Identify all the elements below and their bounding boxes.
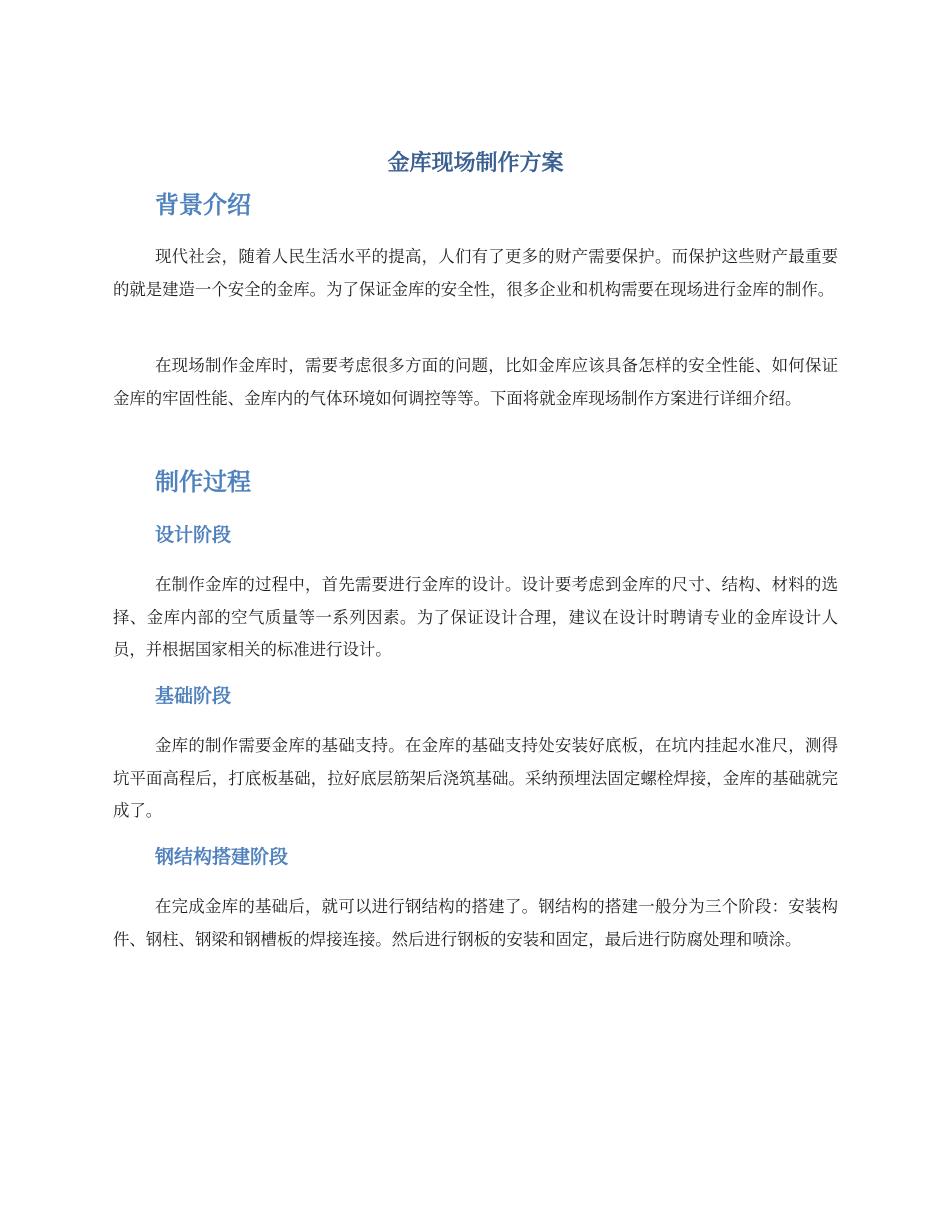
subsection-heading-steel-structure: 钢结构搭建阶段 xyxy=(155,846,289,868)
design-paragraph: 在制作金库的过程中，首先需要进行金库的设计。设计要考虑到金库的尺寸、结构、材料的选择、金库内部的空气质量等一系列因素。为了保证设计合理，建议在设计时聘请专业的金库设计人员，并根据国家相关的标准进行设计。 xyxy=(113,575,838,659)
steel-structure-paragraph: 在完成金库的基础后，就可以进行钢结构的搭建了。钢结构的搭建一般分为三个阶段：安装构件、钢柱、钢梁和钢槽板的焊接连接。然后进行钢板的安装和固定，最后进行防腐处理和喷涂。 xyxy=(113,897,838,949)
section-heading-process: 制作过程 xyxy=(155,468,251,496)
section-heading-background: 背景介绍 xyxy=(155,191,251,219)
subsection-heading-foundation: 基础阶段 xyxy=(155,685,232,707)
background-paragraph-2: 在现场制作金库时，需要考虑很多方面的问题，比如金库应该具备怎样的安全性能、如何保证金库的牢固性能、金库内的气体环境如何调控等等。下面将就金库现场制作方案进行详细介绍。 xyxy=(113,356,838,408)
subsection-heading-design: 设计阶段 xyxy=(155,524,232,546)
background-paragraph-1: 现代社会，随着人民生活水平的提高，人们有了更多的财产需要保护。而保护这些财产最重要的就是建造一个安全的金库。为了保证金库的安全性，很多企业和机构需要在现场进行金库的制作。 xyxy=(113,247,838,299)
foundation-paragraph: 金库的制作需要金库的基础支持。在金库的基础支持处安装好底板，在坑内挂起水准尺，测得坑平面高程后，打底板基础，拉好底层筋架后浇筑基础。采纳预埋法固定螺栓焊接，金库的基础就完成了。 xyxy=(113,736,838,820)
document-title: 金库现场制作方案 xyxy=(387,151,564,176)
